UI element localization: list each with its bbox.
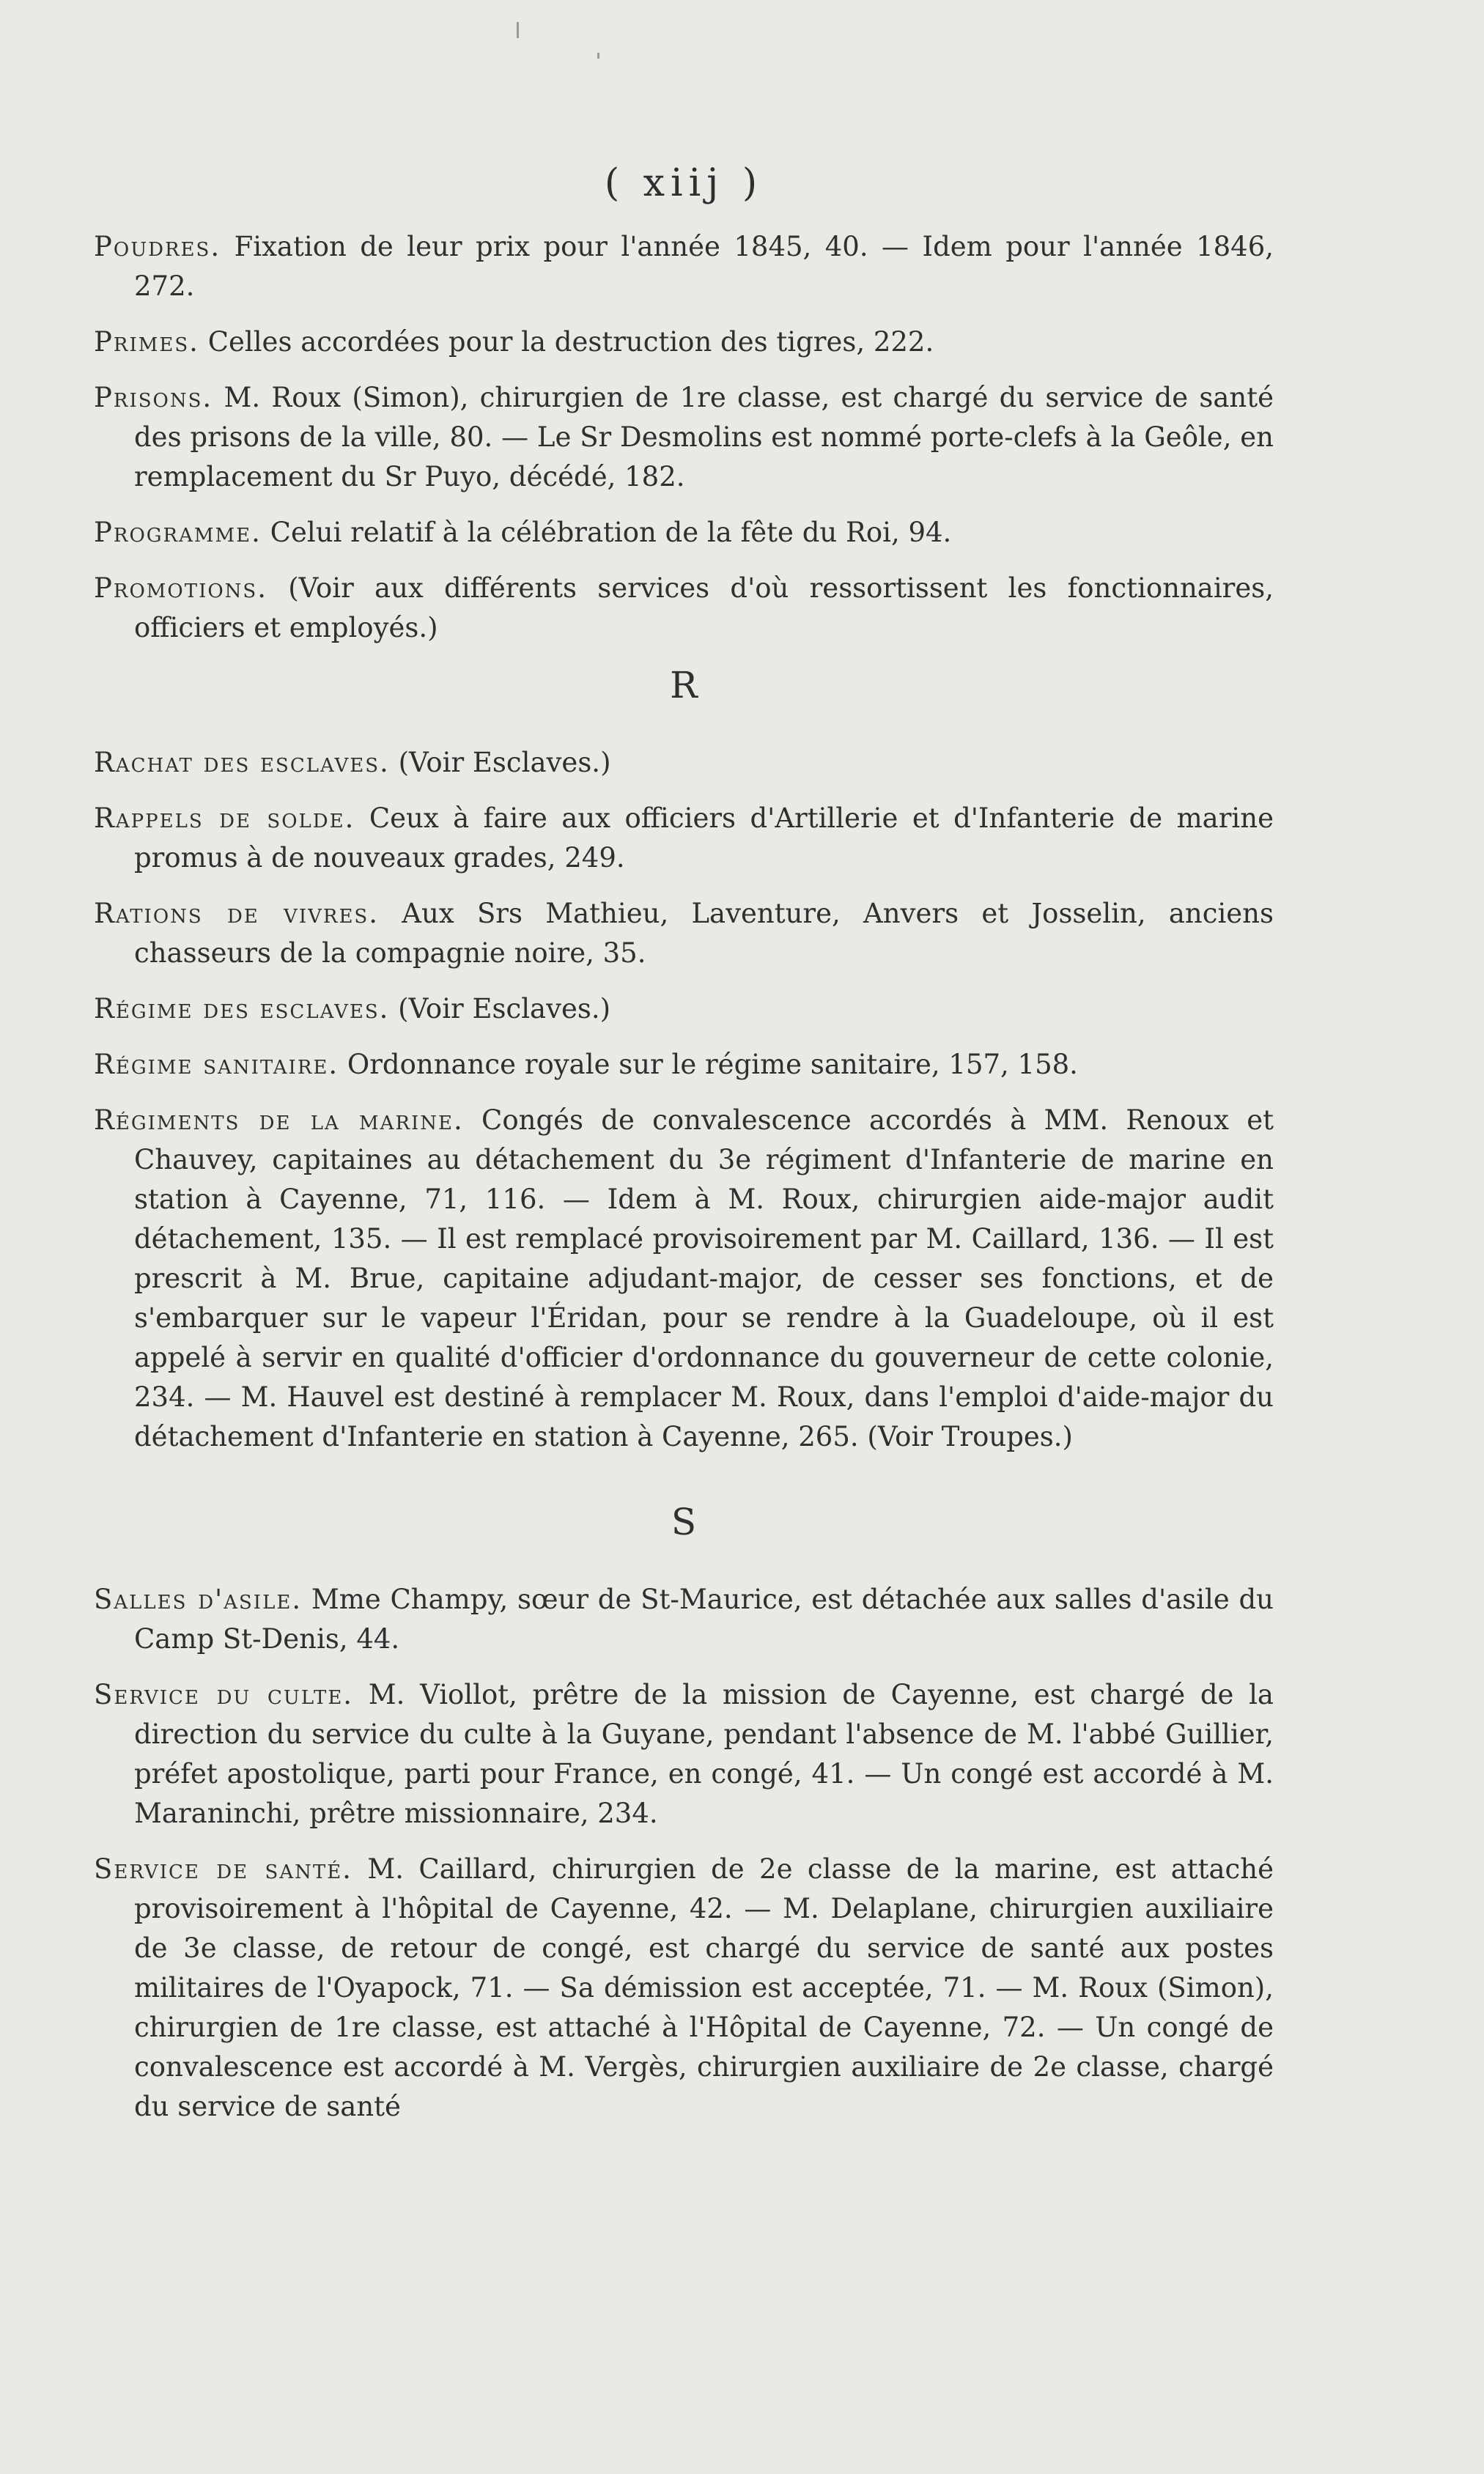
entry-heading: Programme. [94,517,262,548]
index-entry [94,1850,1274,2127]
entry-text: M. Caillard, chirurgien de 2e classe de la marine, est attaché provisoirement à l'hôpital de Cayenne, 42. — M. Delaplane, chirurgien auxiliaire de 3e classe, de retour de congé, est chargé du service de santé aux postes militaires de l'Oyapock, 71. — Sa démission est acceptée, 71. — M. Roux (Simon), chirurgien de 1re classe, est attaché à l'Hôpital de Cayenne, 72. — Un congé de convalescence est accordé à M. Vergès, chirurgien auxiliaire de 2e classe, chargé du service de santé [134,1853,1274,2122]
entry-heading: Régiments de la marine. [94,1104,464,1136]
entry-text: Ordonnance royale sur le régime sanitaire, 157, 158. [347,1049,1078,1080]
document-page [94,161,1274,2143]
entry-text: (Voir Esclaves.) [398,747,611,778]
entry-heading: Prisons. [94,382,213,413]
entry-text: Congés de convalescence accordés à MM. Renoux et Chauvey, capitaines au détachement du 3e régiment d'Infanterie de marine en station à Cayenne, 71, 116. — Idem à M. Roux, chirurgien aide-major audit détachement, 135. — Il est remplacé provisoirement par M. Caillard, 136. — Il est prescrit à M. Brue, capitaine adjudant-major, de cesser ses fonctions, et de s'embarquer sur le vapeur l'Éridan, pour se rendre à la Guadeloupe, où il est appelé à servir en qualité d'officier d'ordonnance du gouverneur de cette colonie, 234. — M. Hauvel est destiné à remplacer M. Roux, dans l'emploi d'aide-major du détachement d'Infanterie en station à Cayenne, 265. (Voir Troupes.) [134,1104,1274,1452]
entry-heading: Service du culte. [94,1679,354,1710]
entry-text: (Voir Esclaves.) [398,993,611,1024]
entry-heading: Primes. [94,326,199,358]
entry-text: Mme Champy, sœur de St-Maurice, est détachée aux salles d'asile du Camp St-Denis, 44. [134,1584,1274,1655]
entry-text: Celles accordées pour la destruction des tigres, 222. [207,326,934,358]
section-p [94,227,1274,648]
index-entry [94,989,1274,1029]
entry-text: Fixation de leur prix pour l'année 1845, 40. — Idem pour l'année 1846, 272. [134,231,1274,302]
index-entry [94,227,1274,306]
index-entry [94,322,1274,362]
entry-heading: Régime des esclaves. [94,993,390,1024]
entry-heading: Salles d'asile. [94,1584,303,1615]
entry-heading: Rappels de solde. [94,802,355,834]
index-entry [94,894,1274,973]
entry-text: Aux Srs Mathieu, Laventure, Anvers et Josselin, anciens chasseurs de la compagnie noire, 35. [134,898,1274,969]
scan-mark [597,53,599,59]
entry-heading: Régime sanitaire. [94,1049,339,1080]
entry-heading: Promotions. [94,572,267,604]
section-letter-s: S [671,1501,697,1543]
entry-heading: Poudres. [94,231,221,262]
index-entry [94,378,1274,497]
entry-text: M. Roux (Simon), chirurgien de 1re classe, est chargé du service de santé des prisons de la ville, 80. — Le Sr Desmolins est nommé porte-clefs à la Geôle, en remplacement du Sr Puyo, décédé, 182. [134,382,1274,492]
entry-heading: Rations de vivres. [94,898,380,929]
index-entry [94,1101,1274,1457]
section-r [94,743,1274,1457]
section-s [94,1580,1274,2127]
index-entry [94,799,1274,878]
section-letter-r: R [670,664,698,706]
entry-heading: Rachat des esclaves. [94,747,390,778]
index-entry [94,1580,1274,1659]
entry-heading: Service de santé. [94,1853,352,1885]
page-header: ( xiij ) [604,161,764,205]
index-entry [94,1675,1274,1834]
entry-text: Celui relatif à la célébration de la fête du Roi, 94. [270,517,952,548]
entry-text: M. Viollot, prêtre de la mission de Cayenne, est chargé de la direction du service du culte à la Guyane, pendant l'absence de M. l'abbé Guillier, préfet apostolique, parti pour France, en congé, 41. — Un congé est accordé à M. Maraninchi, prêtre missionnaire, 234. [134,1679,1274,1829]
entry-text: (Voir aux différents services d'où ressortissent les fonctionnaires, officiers et employés.) [134,572,1274,643]
entry-text: Ceux à faire aux officiers d'Artillerie et d'Infanterie de marine promus à de nouveaux grades, 249. [134,802,1274,874]
index-entry [94,743,1274,783]
index-entry [94,569,1274,648]
index-entry [94,1045,1274,1085]
index-entry [94,513,1274,553]
scan-mark [517,22,519,38]
